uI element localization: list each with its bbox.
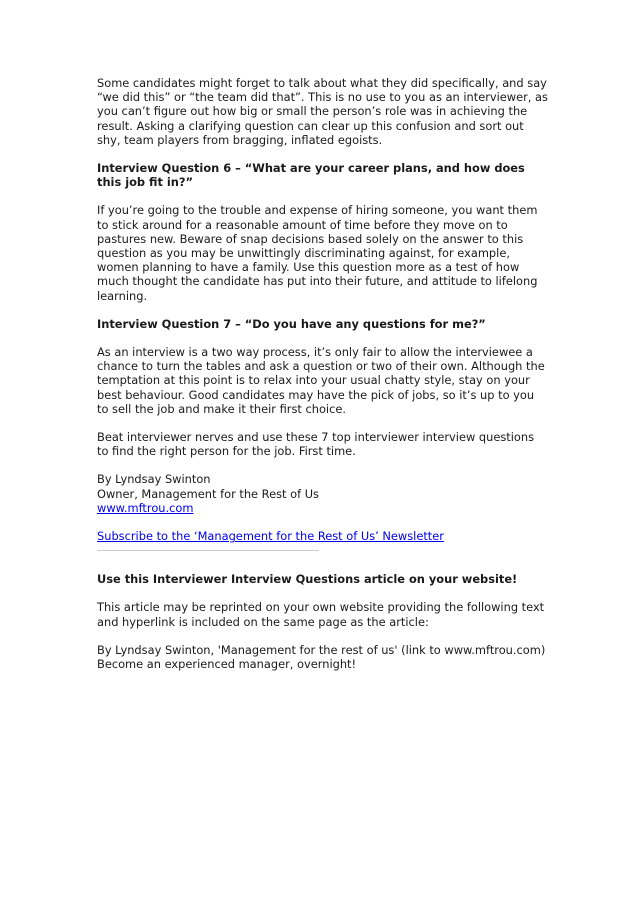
heading-interview-question-6: Interview Question 6 – “What are your career plans, and how does this job fit in?” xyxy=(97,161,525,190)
reprint-credit-line-1: By Lyndsay Swinton, 'Management for the rest of us' (link to www.mftrou.com) xyxy=(97,642,546,657)
document-page xyxy=(97,76,549,671)
heading-interview-question-7: Interview Question 7 – “Do you have any questions for me?” xyxy=(97,316,486,331)
author-name: By Lyndsay Swinton xyxy=(97,472,211,487)
newsletter-subscribe-link[interactable]: Subscribe to the ‘Management for the Rest of Us’ Newsletter xyxy=(97,529,444,544)
reprint-credit xyxy=(97,643,549,671)
reprint-credit-line-2: Become an experienced manager, overnight! xyxy=(97,657,357,672)
website-link[interactable]: www.mftrou.com xyxy=(97,500,194,515)
author-signature xyxy=(97,472,549,515)
paragraph-clarifying-question: Some candidates might forget to talk about what they did specifically, and say “we did this” or “the team did that”. This is no use to you as an interviewer, as you can’t figure out how big or small the person’s role was in achieving the result. Asking a clarifying question can clear up this confusion and sort out shy, team players from bragging, inflated egoists. xyxy=(97,76,548,147)
heading-reprint: Use this Interviewer Interview Questions article on your website! xyxy=(97,572,518,587)
divider-rule xyxy=(97,550,319,551)
author-role: Owner, Management for the Rest of Us xyxy=(97,486,319,501)
paragraph-conclusion: Beat interviewer nerves and use these 7 top interviewer interview questions to find the right person for the job. First time. xyxy=(97,430,535,459)
paragraph-reprint-terms: This article may be reprinted on your own website providing the following text and hyperlink is included on the same page as the article: xyxy=(97,600,545,629)
paragraph-career-plans: If you’re going to the trouble and expense of hiring someone, you want them to stick around for a reasonable amount of time before they move on to pastures new. Beware of snap decisions based solely on the answer to this question as you may be unwittingly discriminating against, for example, women planning to have a family. Use this question more as a test of how much thought the candidate has put into their future, and attitude to lifelong learning. xyxy=(97,203,538,303)
paragraph-questions-for-me: As an interview is a two way process, it’s only fair to allow the interviewee a chance to turn the tables and ask a question or two of their own. Although the temptation at this point is to relax into your usual chatty style, stay on your best behaviour. Good candidates may have the pick of jobs, so it’s up to you to sell the job and make it their first choice. xyxy=(97,345,545,416)
